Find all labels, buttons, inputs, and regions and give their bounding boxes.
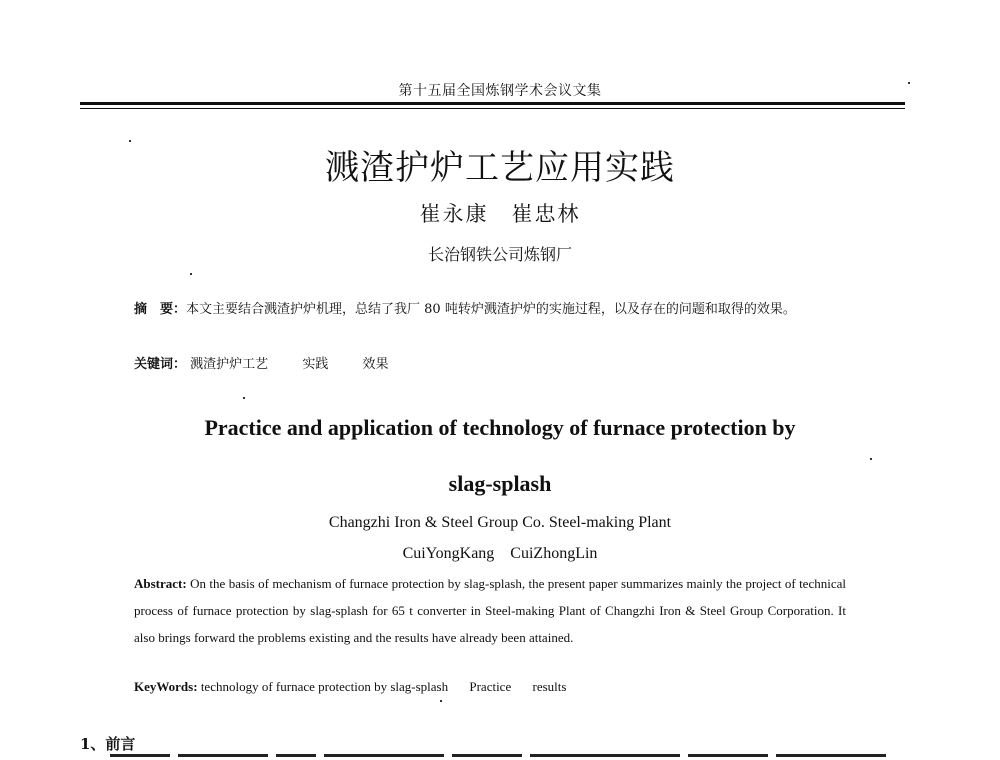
keyword-en-item: technology of furnace protection by slag-splash <box>200 679 449 694</box>
header-rule-thin <box>80 108 905 109</box>
scan-speck <box>440 700 442 702</box>
affiliation-en: Changzhi Iron & Steel Group Co. Steel-making Plant <box>328 514 672 531</box>
abstract-cn-label: 摘 要： <box>134 302 187 317</box>
scan-speck <box>243 397 245 399</box>
abstract-cn <box>134 297 854 322</box>
abstract-en <box>134 570 846 651</box>
authors-cn: 崔永康 崔忠林 <box>419 202 581 226</box>
keywords-cn <box>134 353 418 372</box>
keywords-cn-label: 关键词： <box>134 357 187 372</box>
keyword-cn-item: 效果 <box>362 357 389 372</box>
abstract-cn-text: 本文主要结合溅渣护炉机理，总结了我厂 80 吨转炉溅渣护炉的实施过程，以及存在的问题和取得的效果。 <box>186 302 796 317</box>
keywords-en-label: KeyWords: <box>134 679 198 694</box>
header-rule-thick <box>80 102 905 105</box>
scan-speck <box>908 82 910 84</box>
running-head: 第十五届全国炼钢学术会议文集 <box>398 83 602 99</box>
scan-speck <box>870 458 872 460</box>
paper-title-cn: 溅渣护炉工艺应用实践 <box>325 148 675 188</box>
abstract-en-text: On the basis of mechanism of furnace protection by slag-splash, the present paper summarizes mainly the project of technical process of furnace protection by slag-splash for 65 t converter in Steel-making Plant of Changzhi Iron & Steel Group Corporation. It also brings forward the problems existing and the results have already been attained. <box>134 576 846 645</box>
keyword-en-item: results <box>532 679 567 694</box>
paper-title-en-line2: slag-splash <box>448 471 552 496</box>
authors-en: CuiYongKang CuiZhongLin <box>402 545 598 562</box>
keyword-cn-item: 实践 <box>302 357 329 372</box>
keywords-en <box>134 679 584 695</box>
section-heading: 1、前言 <box>80 735 136 753</box>
abstract-en-label: Abstract: <box>134 576 187 591</box>
keyword-en-item: Practice <box>469 679 512 694</box>
keyword-cn-item: 溅渣护炉工艺 <box>190 357 269 372</box>
paper-title-en-line1: Practice and application of technology of furnace protection by <box>204 415 796 440</box>
cut-off-text-line <box>110 754 900 760</box>
affiliation-cn: 长治钢铁公司炼钢厂 <box>427 245 572 264</box>
scan-speck <box>129 140 131 142</box>
scan-speck <box>190 273 192 275</box>
